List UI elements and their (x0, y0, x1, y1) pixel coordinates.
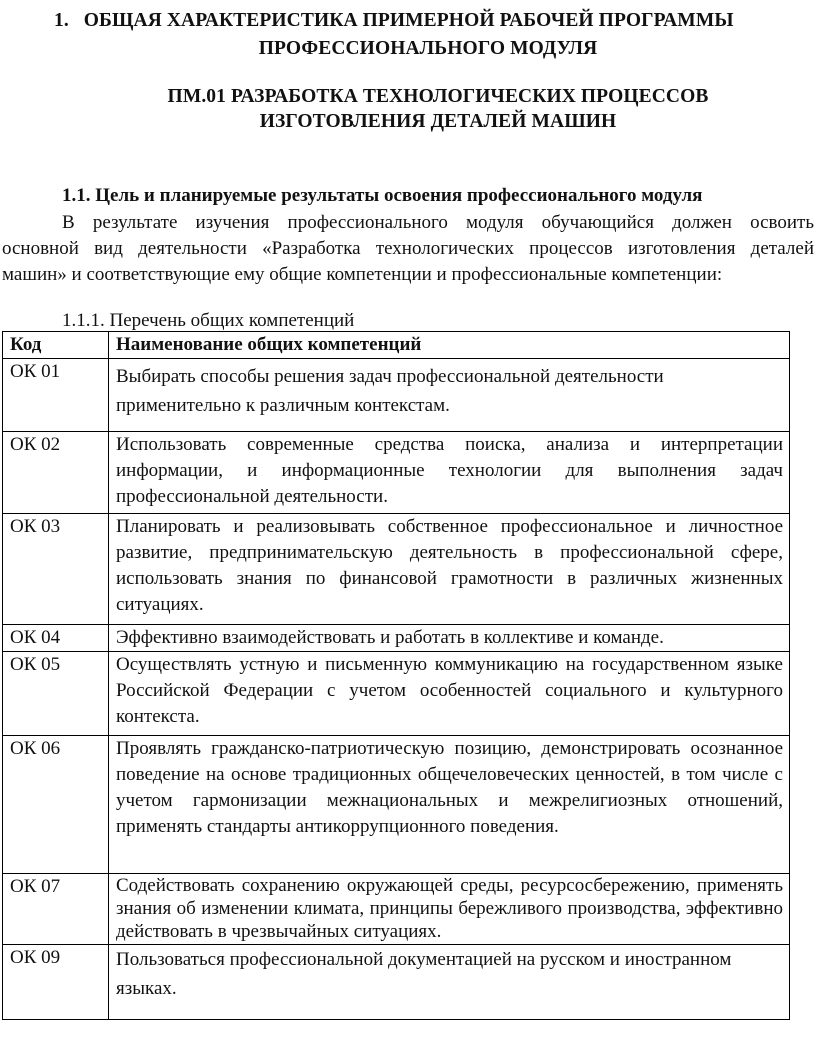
competencies-table (2, 331, 790, 1020)
table-row (3, 736, 790, 874)
table-row (3, 432, 790, 514)
row-name: Проявлять гражданско-патриотическую позицию, демонстрировать осознанное поведение на основе традиционных общечеловеческих ценностей, в том числе с учетом гармонизации межнациональных и межрелигиозных отношений, применять стандарты антикоррупционного поведения. (109, 736, 790, 874)
row-code: ОК 07 (3, 874, 109, 945)
table-row (3, 874, 790, 945)
row-name: Эффективно взаимодействовать и работать в коллективе и команде. (109, 625, 790, 652)
list-title: 1.1.1. Перечень общих компетенций (62, 310, 355, 331)
row-code: ОК 05 (3, 652, 109, 736)
row-name: Содействовать сохранению окружающей среды, ресурсосбережению, применять знания об изменении климата, принципы бережливого производства, эффективно действовать в чрезвычайных ситуациях. (109, 874, 790, 945)
row-name: Выбирать способы решения задач профессиональной деятельности применительно к различным контекстам. (109, 359, 790, 432)
intro-paragraph-line3: машин» и соответствующие ему общие компетенции и профессиональные компетенции: (2, 264, 723, 285)
row-code: ОК 06 (3, 736, 109, 874)
table-header-row (3, 332, 790, 359)
row-name: Осуществлять устную и письменную коммуникацию на государственном языке Российской Федерации с учетом особенностей социального и культурного контекста. (109, 652, 790, 736)
row-name: Планировать и реализовывать собственное профессиональное и личностное развитие, предпринимательскую деятельность в профессиональной сфере, использовать знания по финансовой грамотности в различных жизненных ситуациях. (109, 514, 790, 625)
row-code: ОК 02 (3, 432, 109, 514)
row-code: ОК 03 (3, 514, 109, 625)
section-title-line2: ПРОФЕССИОНАЛЬНОГО МОДУЛЯ (258, 38, 598, 59)
table-row (3, 625, 790, 652)
row-code: ОК 04 (3, 625, 109, 652)
row-name: Пользоваться профессиональной документацией на русском и иностранном языках. (109, 945, 790, 1020)
section-title (54, 8, 814, 33)
row-code: ОК 09 (3, 945, 109, 1020)
module-title-line1: ПМ.01 РАЗРАБОТКА ТЕХНОЛОГИЧЕСКИХ ПРОЦЕССОВ (167, 86, 709, 107)
table-row (3, 945, 790, 1020)
row-code: ОК 01 (3, 359, 109, 432)
intro-paragraph-line1: В результате изучения профессионального модуля обучающийся должен освоить (62, 212, 814, 233)
table-row (3, 514, 790, 625)
intro-paragraph-line2: основной вид деятельности «Разработка технологических процессов изготовления деталей (2, 238, 814, 259)
section-number: 1. (54, 10, 69, 31)
subsection-heading: 1.1. Цель и планируемые результаты освоения профессионального модуля (62, 185, 703, 206)
table-row (3, 652, 790, 736)
module-title-line2: ИЗГОТОВЛЕНИЯ ДЕТАЛЕЙ МАШИН (259, 111, 617, 132)
row-name: Использовать современные средства поиска, анализа и интерпретации информации, и информационные технологии для выполнения задач профессиональной деятельности. (109, 432, 790, 514)
header-code: Код (3, 332, 109, 359)
table-row (3, 359, 790, 432)
header-name: Наименование общих компетенций (109, 332, 790, 359)
section-title-line1: ОБЩАЯ ХАРАКТЕРИСТИКА ПРИМЕРНОЙ РАБОЧЕЙ ПРОГРАММЫ (83, 10, 734, 31)
